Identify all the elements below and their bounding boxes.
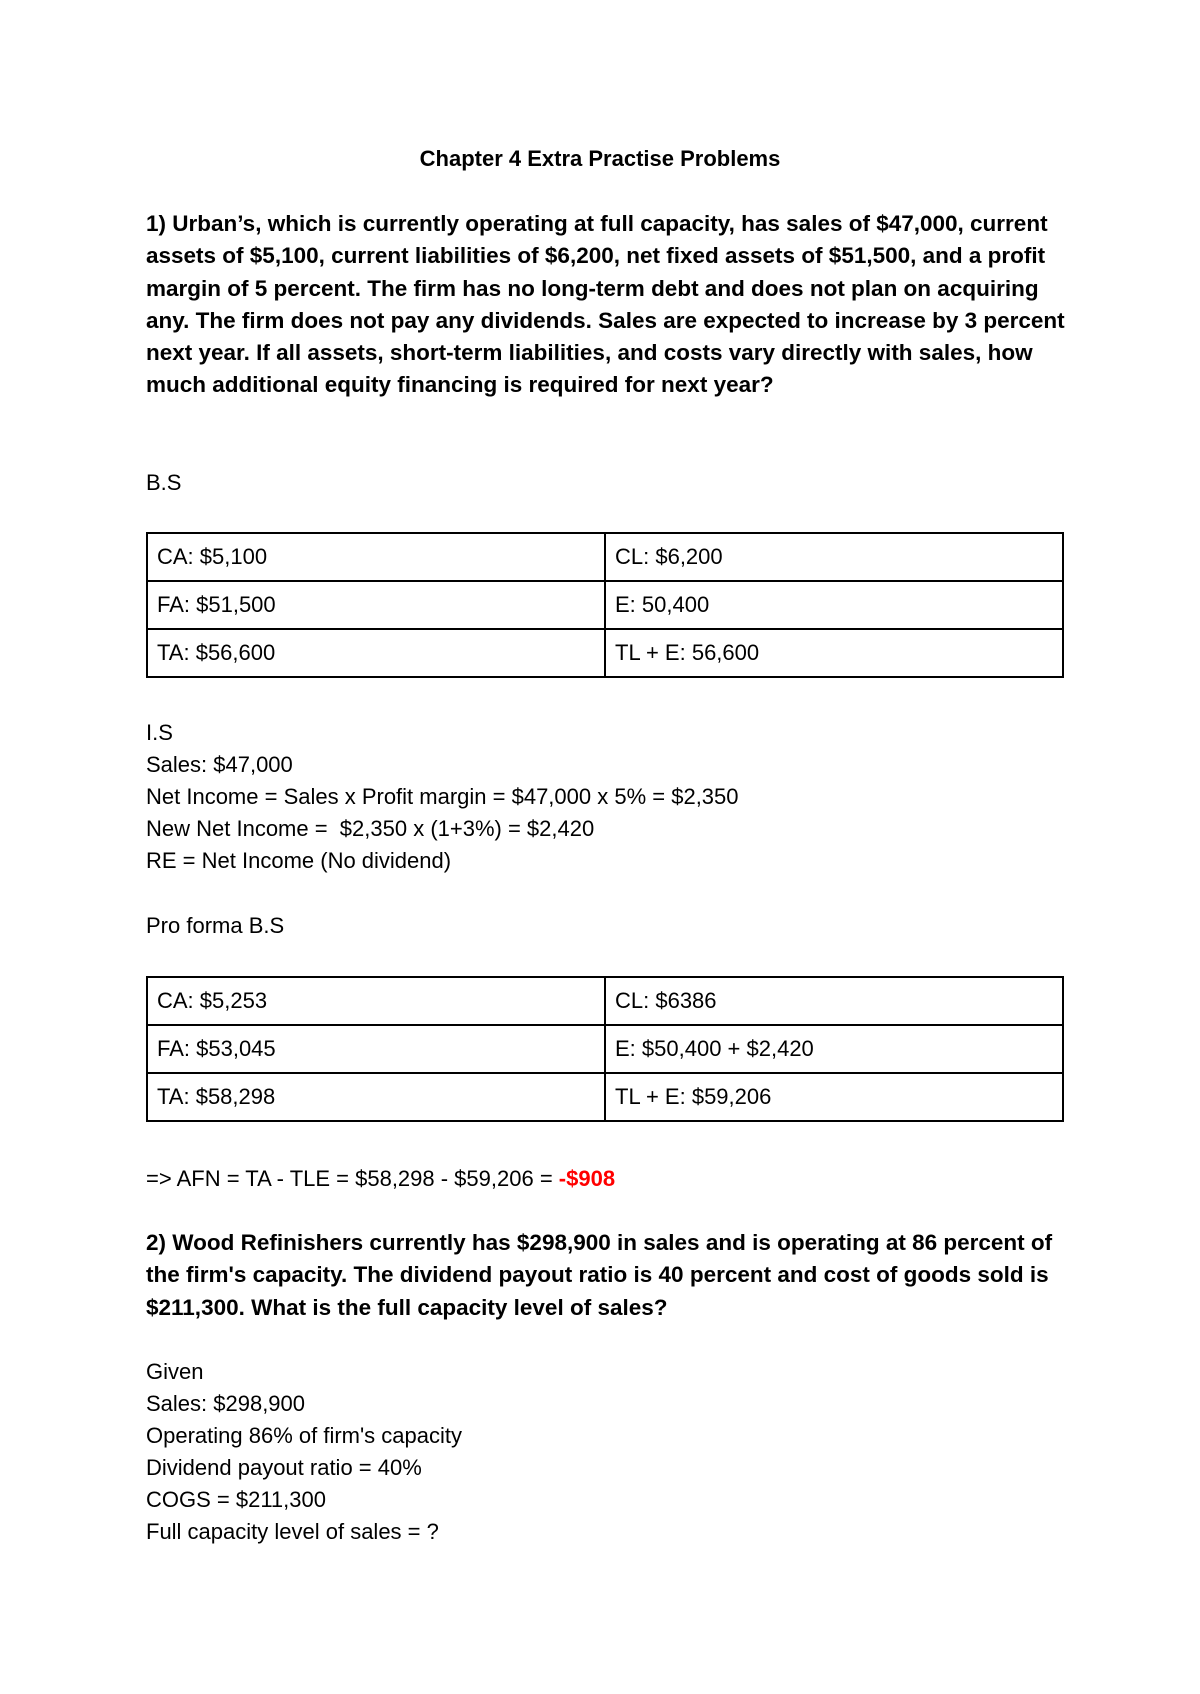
table-cell: E: $50,400 + $2,420 xyxy=(605,1025,1063,1073)
table-cell: CL: $6386 xyxy=(605,977,1063,1025)
is-line: Net Income = Sales x Profit margin = $47,000 x 5% = $2,350 xyxy=(146,784,739,809)
table-cell: TA: $56,600 xyxy=(147,629,605,677)
given-line: Operating 86% of firm's capacity xyxy=(146,1423,463,1448)
table-cell: TL + E: $59,206 xyxy=(605,1073,1063,1121)
afn-formula: => AFN = TA - TLE = $58,298 - $59,206 = xyxy=(146,1166,559,1191)
table-cell: CL: $6,200 xyxy=(605,533,1063,581)
afn-line xyxy=(146,1163,615,1195)
afn-result: -$908 xyxy=(558,1166,616,1191)
table-cell: CA: $5,253 xyxy=(147,977,605,1025)
given-line: COGS = $211,300 xyxy=(146,1487,326,1512)
is-line: RE = Net Income (No dividend) xyxy=(146,848,452,873)
given-label: Given xyxy=(146,1359,204,1384)
proforma-balance-sheet-table xyxy=(146,976,1064,1122)
table-row xyxy=(147,1025,1063,1073)
is-line: Sales: $47,000 xyxy=(146,752,293,777)
table-cell: E: 50,400 xyxy=(605,581,1063,629)
is-label: I.S xyxy=(146,720,173,745)
table-row xyxy=(147,1073,1063,1121)
question-2-text: 2) Wood Refinishers currently has $298,900 in sales and is operating at 86 percent of the firm's capacity. The dividend payout ratio is 40 percent and cost of goods sold is $211,300. What is the full capacity level of sales? xyxy=(146,1230,1053,1320)
table-cell: FA: $51,500 xyxy=(147,581,605,629)
proforma-label: Pro forma B.S xyxy=(146,913,285,938)
table-cell: TA: $58,298 xyxy=(147,1073,605,1121)
page-title: Chapter 4 Extra Practise Problems xyxy=(419,146,781,171)
question-1-text: 1) Urban’s, which is currently operating at full capacity, has sales of $47,000, current assets of $5,100, current liabilities of $6,200, net fixed assets of $51,500, and a profit margin of 5 percent. The firm has no long-term debt and does not plan on acquiring any. The firm does not pay any dividends. Sales are expected to increase by 3 percent next year. If all assets, short-term liabilities, and costs vary directly with sales, how much additional equity financing is required for next year? xyxy=(146,211,1065,398)
balance-sheet-table xyxy=(146,532,1064,678)
table-cell: CA: $5,100 xyxy=(147,533,605,581)
given-line: Full capacity level of sales = ? xyxy=(146,1519,439,1544)
table-row xyxy=(147,977,1063,1025)
bs-label: B.S xyxy=(146,470,182,495)
table-row xyxy=(147,629,1063,677)
given-line: Sales: $298,900 xyxy=(146,1391,306,1416)
table-cell: FA: $53,045 xyxy=(147,1025,605,1073)
is-line: New Net Income = $2,350 x (1+3%) = $2,420 xyxy=(146,816,595,841)
table-row xyxy=(147,533,1063,581)
given-line: Dividend payout ratio = 40% xyxy=(146,1455,422,1480)
table-cell: TL + E: 56,600 xyxy=(605,629,1063,677)
table-row xyxy=(147,581,1063,629)
